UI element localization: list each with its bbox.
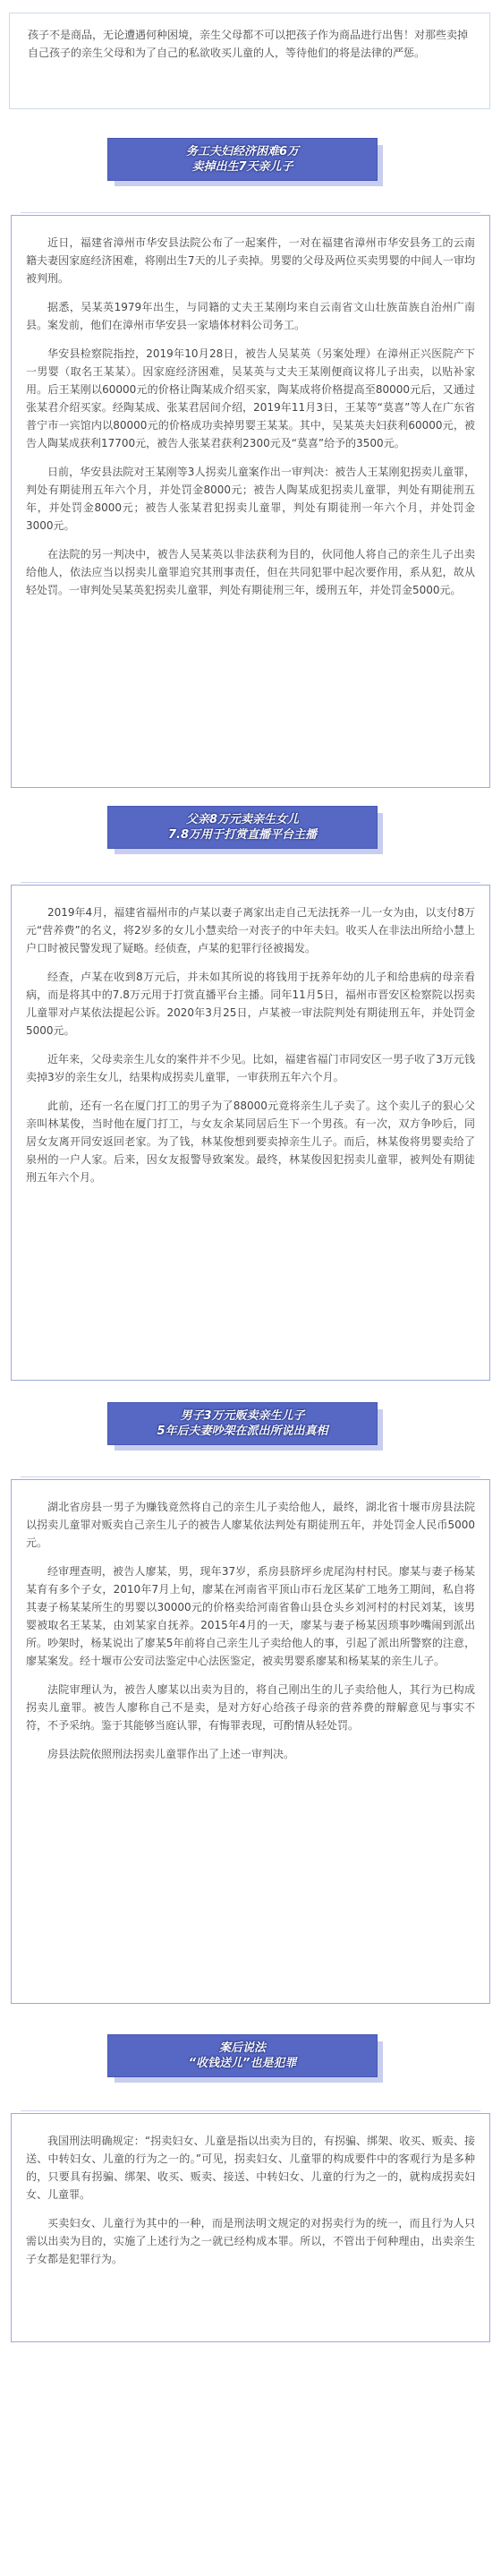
section-2-title-line-1: 父亲8万元卖亲生女儿 <box>185 813 300 826</box>
section-2-paragraph: 此前，还有一名在厦门打工的男子为了88000元竟将亲生儿子卖了。这个卖儿子的狠心父亲叫林某俊，当时他在厦门打工，与女友余某同居后生下一个男孩。有一次，双方争吵后，同居女友离开同安返回老家。为了钱，林某俊想到要卖掉亲生儿子。而后，林某俊将男婴卖给了泉州的一户人家。后来，因女友报警导致案发。最终，林某俊因犯拐卖儿童罪，被判处有期徒刑五年六个月。 <box>26 1100 475 1184</box>
section-2-body <box>11 885 490 1381</box>
section-4-title-line-1: 案后说法 <box>218 2041 266 2055</box>
section-1-title-line-1: 务工夫妇经济困难6万 <box>185 145 300 158</box>
intro-box <box>9 13 490 109</box>
section-2-paragraph: 2019年4月，福建省福州市的卢某以妻子离家出走自己无法抚养一儿一女为由，以支付8万元“营养费”的名义，将2岁多的女儿小慧卖给一对丧子的中年夫妇。收买人在非法出所给小慧上户口时被民警发现了疑略。经侦查，卢某的犯罪行径被揭发。 <box>26 906 475 954</box>
section-4-title-line-2: “收钱送儿”也是犯罪 <box>188 2057 297 2070</box>
section-3-title-banner <box>107 1402 394 1456</box>
section-3-paragraph: 法院审理认为，被告人廖某以出卖为目的，将自己刚出生的儿子卖给他人，其行为已构成拐卖儿童罪。被告人廖称自己不是卖，是对方好心给孩子母亲的营养费的辩解意见与事实不符，不予采纳。鉴于其能够当庭认罪，有悔罪表现，可酌情从轻处罚。 <box>26 1683 475 1732</box>
section-1-paragraph: 日前，华安县法院对王某刚等3人拐卖儿童案作出一审判决：被告人王某刚犯拐卖儿童罪，判处有期徒刑五年六个月，并处罚金8000元；被告人陶某成犯拐卖儿童罪，判处有期徒刑五年，并处罚金8000元；被告人张某君犯拐卖儿童罪，判处有期徒刑一年六个月，并处罚金3000元。 <box>26 466 475 532</box>
section-3-title-line-2: 5年后夫妻吵架在派出所说出真相 <box>157 1425 328 1438</box>
section-1-body <box>11 215 490 788</box>
intro-text: 孩子不是商品，无论遭遇何种困境，亲生父母都不可以把孩子作为商品进行出售！对那些卖掉自己孩子的亲生父母和为了自己的私欲收买儿童的人，等待他们的将是法律的严惩。 <box>28 29 469 59</box>
section-4-paragraph: 买卖妇女、儿童行为其中的一种，而是刑法明文规定的对拐卖行为的统一，而且行为人只需以出卖为目的，实施了上述行为之一就已经构成本罪。所以，不管出于何种理由，出卖亲生子女都是犯罪行为。 <box>26 2217 475 2265</box>
section-3-title-line-1: 男子3万元贩卖亲生儿子 <box>180 1409 305 1423</box>
section-1-title-line-2: 卖掉出生7天亲儿子 <box>191 160 293 174</box>
section-2-title-line-2: 7.8万用于打赏直播平台主播 <box>167 828 318 842</box>
section-2-title-banner <box>107 806 394 860</box>
section-1-title-banner <box>107 138 394 192</box>
section-1-paragraph: 华安县检察院指控，2019年10月28日，被告人吴某英（另案处理）在漳州正兴医院产下一男婴（取名王某某）。因家庭经济困难，吴某英与丈夫王某刚便商议将儿子出卖，以贴补家用。后王某刚以60000元的价格让陶某成介绍买家，陶某成将价格提高至80000元后，又通过张某君介绍买家。经陶某成、张某君居间介绍，2019年11月3日，王某等“莫喜”等人在广东省普宁市一宾馆内以80000元的价格成功卖掉男婴王某某。其中，吴某英夫妇获利60000元，被告人陶某成获利17700元，被告人张某君获利2300元及“莫喜”给予的3500元。 <box>26 347 475 449</box>
section-3-paragraph: 湖北省房县一男子为赚钱竟然将自己的亲生儿子卖给他人，最终，湖北省十堰市房县法院以拐卖儿童罪对贩卖自己亲生儿子的被告人廖某依法判处有期徒刑五年，并处罚金人民币5000元。 <box>26 1501 475 1549</box>
section-3-paragraph: 房县法院依照刑法拐卖儿童罪作出了上述一审判决。 <box>47 1748 295 1760</box>
section-2-paragraph: 近年来，父母卖亲生儿女的案件并不少见。比如，福建省福门市同安区一男子收了3万元钱卖掉3岁的亲生女儿，结果构成拐卖儿童罪，一审获刑五年六个月。 <box>26 1053 475 1083</box>
section-3-body <box>11 1479 490 2004</box>
section-4-body <box>11 2113 490 2342</box>
section-4-paragraph: 我国刑法明确规定：“拐卖妇女、儿童是指以出卖为目的，有拐骗、绑架、收买、贩卖、接送、中转妇女、儿童的行为之一的。”可见，拐卖妇女、儿童罪的构成要件中的客观行为是多种的，只要具有拐骗、绑架、收买、贩卖、接送、中转妇女、儿童的行为之一的，就构成拐卖妇女、儿童罪。 <box>26 2135 475 2201</box>
section-2-paragraph: 经查，卢某在收到8万元后，并未如其所说的将钱用于抚养年幼的儿子和给患病的母亲看病，而是将其中的7.8万元用于打赏直播平台主播。同年11月5日，福州市晋安区检察院以拐卖儿童罪对卢某依法提起公诉。2020年3月25日，卢某被一审法院判处有期徒刑五年，并处罚金5000元。 <box>26 971 475 1037</box>
section-4-title-banner <box>107 2034 394 2088</box>
section-1-paragraph: 在法院的另一判决中，被告人吴某英以非法获利为目的，伙同他人将自己的亲生儿子出卖给他人，依法应当以拐卖儿童罪追究其刑事责任，但在共同犯罪中起次要作用，系从犯，故从轻处罚。一审判处吴某英犯拐卖儿童罪，判处有期徒刑三年，缓刑五年，并处罚金5000元。 <box>26 548 475 596</box>
section-1-paragraph: 据悉，吴某英1979年出生，与同籍的丈夫王某刚均来自云南省文山壮族苗族自治州广南县。案发前，他们在漳州市华安县一家墙体材料公司务工。 <box>26 301 475 331</box>
section-1-paragraph: 近日，福建省漳州市华安县法院公布了一起案件，一对在福建省漳州市华安县务工的云南籍夫妻因家庭经济困难，将刚出生7天的儿子卖掉。男婴的父母及两位买卖男婴的中间人一审均被判刑。 <box>26 236 475 285</box>
section-3-paragraph: 经审理查明，被告人廖某，男，现年37岁，系房县脐坪乡虎尾沟村村民。廖某与妻子杨某某育有多个子女，2010年7月上旬，廖某在河南省平顶山市石龙区某矿工地务工期间，私自将其妻子杨某某所生的男婴以30000元的价格卖给河南省鲁山县仓头乡刘河村的村民刘某，该男婴被取名王某某，由刘某家自抚养。2015年4月的一天，廖某与妻子杨某因琐事吵嘴闹到派出所。吵架时，杨某说出了廖某5年前将自己亲生儿子卖给他人的事，引起了派出所警察的注意，廖某案发。经十堰市公安司法鉴定中心法医鉴定，被卖男婴系廖某和杨某某的亲生儿子。 <box>26 1565 475 1667</box>
